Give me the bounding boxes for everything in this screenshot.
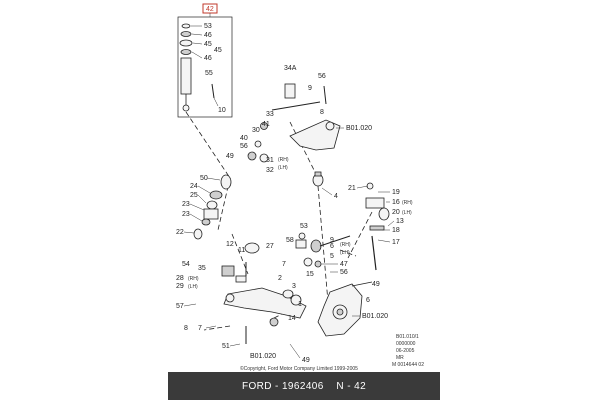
callout-20: 20 <box>392 209 400 216</box>
callout-32: 32 <box>266 167 274 174</box>
footer-part-number: 1962406 <box>281 380 324 392</box>
callout-6b: 6 <box>366 297 370 304</box>
side-codes <box>392 334 424 368</box>
callout-22: 22 <box>176 229 184 236</box>
footer-ref-label: N - 42 <box>336 380 367 392</box>
callout-30: 30 <box>252 127 260 134</box>
callout-41: 41 <box>262 121 270 128</box>
callout-50: 50 <box>200 175 208 182</box>
callouts-shock <box>191 23 226 114</box>
callout-7: 7 <box>282 261 286 268</box>
rh-label-lower: (RH) <box>188 276 199 282</box>
section-ref-upper: B01.020 <box>346 125 373 132</box>
side-code-2: 0000000 <box>396 341 416 347</box>
callout-6: 6 <box>330 243 334 250</box>
callout-10: 10 <box>218 107 226 114</box>
rh-label-centre: (RH) <box>340 242 351 248</box>
callout-27: 27 <box>266 243 274 250</box>
callout-4: 4 <box>334 193 338 200</box>
lh-label-mid: (LH) <box>278 165 288 171</box>
callout-24: 24 <box>190 183 198 190</box>
callout-9b: 9 <box>330 237 334 244</box>
callout-55: 55 <box>205 70 213 77</box>
callout-51: 51 <box>222 343 230 350</box>
callout-56b: 56 <box>240 143 248 150</box>
callout-2: 2 <box>278 275 282 282</box>
side-code-1: B01.010/1 <box>396 334 419 340</box>
section-ref-right: B01.020 <box>362 313 389 320</box>
callout-35: 35 <box>198 265 206 272</box>
callout-34a: 34A <box>284 65 297 72</box>
callout-46: 46 <box>204 32 212 39</box>
callout-46b: 46 <box>204 55 212 62</box>
callout-25: 25 <box>190 192 198 199</box>
callout-5: 5 <box>330 253 334 260</box>
steering-knuckle <box>318 282 372 336</box>
ball-joint <box>313 172 323 186</box>
callout-56: 56 <box>318 73 326 80</box>
footer-bar <box>168 372 440 400</box>
reference-label-42: 42 <box>206 6 214 13</box>
callout-58: 58 <box>286 237 294 244</box>
callout-40: 40 <box>240 135 248 142</box>
callout-49: 49 <box>226 153 234 160</box>
callout-23b: 23 <box>182 211 190 218</box>
callout-14: 14 <box>288 315 296 322</box>
callout-53b: 53 <box>300 223 308 230</box>
callout-45b: 45 <box>214 47 222 54</box>
lower-control-arm <box>222 266 306 344</box>
callout-8: 8 <box>320 109 324 116</box>
lh-label-right: (LH) <box>402 210 412 216</box>
section-ref-lower: B01.020 <box>250 353 277 360</box>
callout-33: 33 <box>266 111 274 118</box>
stabilizer-stack <box>194 175 259 276</box>
callout-1: 1 <box>298 301 302 308</box>
callout-13: 13 <box>396 218 404 225</box>
callout-8b: 8 <box>184 325 188 332</box>
callout-45: 45 <box>204 41 212 48</box>
callout-18: 18 <box>392 227 400 234</box>
callout-11: 11 <box>238 247 246 254</box>
rh-label-right: (RH) <box>402 200 413 206</box>
lh-label-centre: (LH) <box>340 250 350 256</box>
callout-28: 28 <box>176 275 184 282</box>
right-parts-stack <box>366 183 389 270</box>
callout-21: 21 <box>348 185 356 192</box>
footer-spacer <box>324 381 337 392</box>
side-code-3: 06-2005 <box>396 348 415 354</box>
callout-56c: 56 <box>340 269 348 276</box>
callout-16: 16 <box>392 199 400 206</box>
callout-47: 47 <box>340 261 348 268</box>
callout-12: 12 <box>226 241 234 248</box>
callout-17: 17 <box>392 239 400 246</box>
footer-brand: FORD <box>241 380 272 392</box>
side-code-5: M 0014644 02 <box>392 362 424 368</box>
callout-15: 15 <box>306 271 314 278</box>
callout-3: 3 <box>292 283 296 290</box>
lh-label-lower: (LH) <box>188 284 198 290</box>
callout-53: 53 <box>204 23 212 30</box>
callout-19: 19 <box>392 189 400 196</box>
callout-49b: 49 <box>302 357 310 364</box>
callout-29: 29 <box>176 283 184 290</box>
callout-54: 54 <box>182 261 190 268</box>
footer-separator: - <box>271 380 282 392</box>
side-code-4: MR <box>396 355 404 361</box>
callout-31: 31 <box>266 157 274 164</box>
callout-7b: 7 <box>198 325 202 332</box>
callout-49c: 49 <box>372 281 380 288</box>
callout-23: 23 <box>182 201 190 208</box>
copyright-text: ©Copyright, Ford Motor Company Limited 1999-2005 <box>240 366 358 372</box>
rh-label-mid: (RH) <box>278 157 289 163</box>
callout-9: 9 <box>308 85 312 92</box>
callout-57: 57 <box>176 303 184 310</box>
callouts-knuckle <box>366 281 380 304</box>
